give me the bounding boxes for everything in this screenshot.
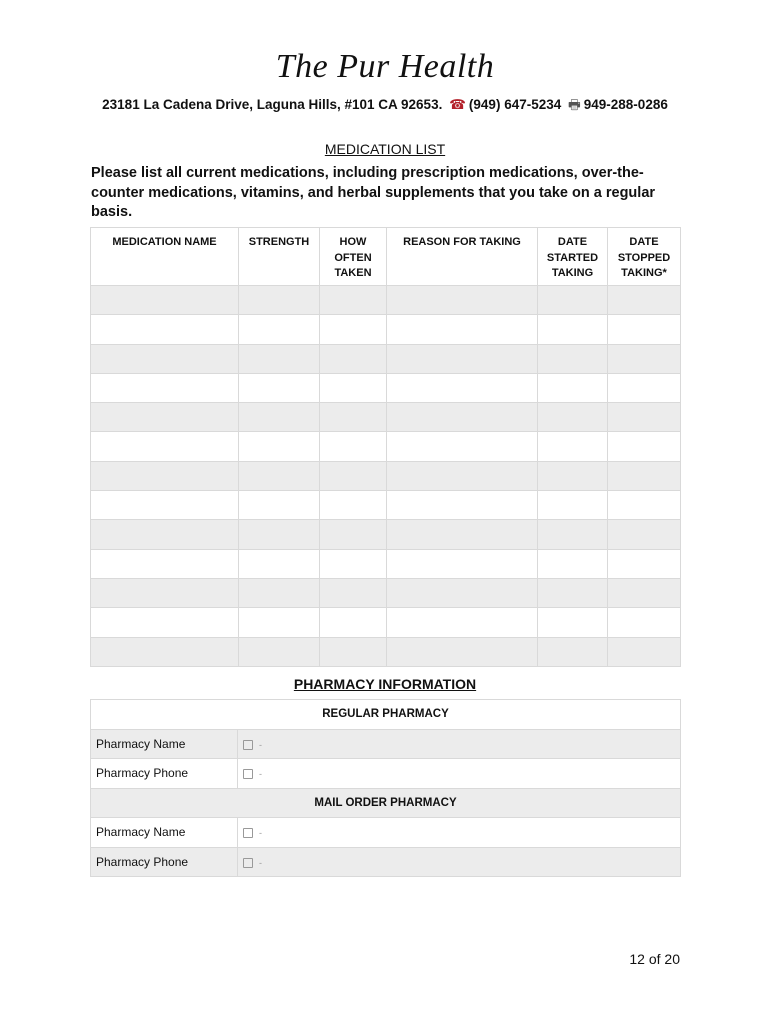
- entry-cell[interactable]: [320, 286, 387, 315]
- regular-pharmacy-name-field[interactable]: [238, 729, 681, 759]
- mail-pharmacy-name-row: [91, 818, 681, 848]
- entry-cell[interactable]: [608, 461, 681, 490]
- regular-pharmacy-phone-row: [91, 759, 681, 789]
- entry-cell[interactable]: [320, 403, 387, 432]
- mail-order-pharmacy-heading: MAIL ORDER PHARMACY: [91, 788, 681, 818]
- entry-cell[interactable]: [320, 608, 387, 637]
- entry-cell[interactable]: [239, 549, 320, 578]
- entry-cell[interactable]: [608, 578, 681, 607]
- medication-table-header: [91, 228, 681, 286]
- checkbox-icon[interactable]: [243, 828, 253, 838]
- entry-cell[interactable]: [387, 549, 538, 578]
- entry-cell[interactable]: [387, 344, 538, 373]
- entry-cell[interactable]: [387, 520, 538, 549]
- entry-cell[interactable]: [91, 373, 239, 402]
- field-marker: -: [259, 769, 262, 780]
- entry-cell[interactable]: [538, 637, 608, 666]
- pharmacy-phone-label: Pharmacy Phone: [91, 847, 238, 877]
- mail-order-pharmacy-heading-row: [91, 788, 681, 818]
- entry-cell[interactable]: [608, 608, 681, 637]
- entry-cell[interactable]: [320, 461, 387, 490]
- table-row: [91, 403, 681, 432]
- pharmacy-phone-label: Pharmacy Phone: [91, 759, 238, 789]
- entry-cell[interactable]: [239, 315, 320, 344]
- entry-cell[interactable]: [387, 578, 538, 607]
- instructions-text: Please list all current medications, including prescription medications, over-the-counter medications, vitamins, and herbal supplements that you take on a regular basis.: [91, 165, 656, 220]
- col-how-often: HOW OFTEN TAKEN: [320, 228, 387, 286]
- entry-cell[interactable]: [91, 520, 239, 549]
- entry-cell[interactable]: [239, 373, 320, 402]
- entry-cell[interactable]: [320, 637, 387, 666]
- entry-cell[interactable]: [239, 432, 320, 461]
- entry-cell[interactable]: [538, 403, 608, 432]
- entry-cell[interactable]: [387, 315, 538, 344]
- table-row: [91, 461, 681, 490]
- entry-cell[interactable]: [239, 578, 320, 607]
- field-marker: -: [259, 828, 262, 839]
- medication-table: [90, 227, 681, 667]
- table-row: [91, 373, 681, 402]
- brand-logo: The Pur Health: [275, 48, 495, 85]
- entry-cell[interactable]: [320, 491, 387, 520]
- entry-cell[interactable]: [91, 549, 239, 578]
- entry-cell[interactable]: [239, 286, 320, 315]
- entry-cell[interactable]: [239, 344, 320, 373]
- entry-cell[interactable]: [239, 637, 320, 666]
- entry-cell[interactable]: [387, 373, 538, 402]
- checkbox-icon[interactable]: [243, 769, 253, 779]
- telephone-icon: ☎: [449, 97, 466, 112]
- entry-cell[interactable]: [320, 520, 387, 549]
- col-date-stopped: DATE STOPPED TAKING*: [608, 228, 681, 286]
- table-row: [91, 286, 681, 315]
- table-row: [91, 637, 681, 666]
- entry-cell[interactable]: [538, 461, 608, 490]
- entry-cell[interactable]: [387, 286, 538, 315]
- entry-cell[interactable]: [608, 549, 681, 578]
- entry-cell[interactable]: [320, 315, 387, 344]
- entry-cell[interactable]: [91, 608, 239, 637]
- entry-cell[interactable]: [387, 491, 538, 520]
- entry-cell[interactable]: [91, 491, 239, 520]
- entry-cell[interactable]: [538, 286, 608, 315]
- entry-cell[interactable]: [538, 491, 608, 520]
- fax-number: 949-288-0286: [583, 97, 668, 112]
- entry-cell[interactable]: [608, 286, 681, 315]
- entry-cell[interactable]: [608, 403, 681, 432]
- entry-cell[interactable]: [91, 403, 239, 432]
- entry-cell[interactable]: [387, 608, 538, 637]
- entry-cell[interactable]: [538, 373, 608, 402]
- entry-cell[interactable]: [91, 461, 239, 490]
- table-row: [91, 491, 681, 520]
- entry-cell[interactable]: [387, 461, 538, 490]
- entry-cell[interactable]: [320, 344, 387, 373]
- entry-cell[interactable]: [538, 315, 608, 344]
- entry-cell[interactable]: [387, 637, 538, 666]
- entry-cell[interactable]: [91, 432, 239, 461]
- entry-cell[interactable]: [239, 491, 320, 520]
- checkbox-icon[interactable]: [243, 858, 253, 868]
- mail-pharmacy-phone-field[interactable]: [238, 847, 681, 877]
- entry-cell[interactable]: [608, 373, 681, 402]
- entry-cell[interactable]: [387, 432, 538, 461]
- entry-cell[interactable]: [91, 286, 239, 315]
- field-marker: -: [259, 739, 262, 750]
- entry-cell[interactable]: [239, 461, 320, 490]
- table-row: [91, 344, 681, 373]
- mail-pharmacy-phone-row: [91, 847, 681, 877]
- entry-cell[interactable]: [239, 608, 320, 637]
- page-number: 12 of 20: [629, 951, 680, 967]
- entry-cell[interactable]: [538, 432, 608, 461]
- entry-cell[interactable]: [91, 637, 239, 666]
- page-title: MEDICATION LIST: [324, 141, 446, 157]
- entry-cell[interactable]: [608, 315, 681, 344]
- pharmacy-name-label: Pharmacy Name: [91, 818, 238, 848]
- phone-number: (949) 647-5234: [468, 97, 562, 112]
- col-strength: STRENGTH: [239, 228, 320, 286]
- regular-pharmacy-phone-field[interactable]: [238, 759, 681, 789]
- address-line: [0, 95, 770, 118]
- mail-pharmacy-name-field[interactable]: [238, 818, 681, 848]
- regular-pharmacy-name-row: [91, 729, 681, 759]
- table-row: [91, 608, 681, 637]
- entry-cell[interactable]: [320, 373, 387, 402]
- col-date-started: DATE STARTED TAKING: [538, 228, 608, 286]
- entry-cell[interactable]: [239, 520, 320, 549]
- entry-cell[interactable]: [320, 549, 387, 578]
- entry-cell[interactable]: [538, 344, 608, 373]
- entry-cell[interactable]: [538, 520, 608, 549]
- entry-cell[interactable]: [320, 432, 387, 461]
- col-medication-name: MEDICATION NAME: [91, 228, 239, 286]
- entry-cell[interactable]: [608, 520, 681, 549]
- table-row: [91, 549, 681, 578]
- table-row: [91, 315, 681, 344]
- entry-cell[interactable]: [91, 315, 239, 344]
- fax-icon: 🖶: [568, 97, 581, 112]
- regular-pharmacy-heading: REGULAR PHARMACY: [91, 700, 681, 730]
- entry-cell[interactable]: [320, 578, 387, 607]
- checkbox-icon[interactable]: [243, 740, 253, 750]
- entry-cell[interactable]: [608, 637, 681, 666]
- entry-cell[interactable]: [538, 578, 608, 607]
- entry-cell[interactable]: [239, 403, 320, 432]
- entry-cell[interactable]: [608, 491, 681, 520]
- entry-cell[interactable]: [608, 344, 681, 373]
- entry-cell[interactable]: [608, 432, 681, 461]
- col-reason: REASON FOR TAKING: [387, 228, 538, 286]
- table-row: [91, 520, 681, 549]
- pharmacy-title: PHARMACY INFORMATION: [293, 676, 477, 692]
- regular-pharmacy-heading-row: [91, 700, 681, 730]
- entry-cell[interactable]: [387, 403, 538, 432]
- table-row: [91, 578, 681, 607]
- address-text: 23181 La Cadena Drive, Laguna Hills, #101 CA 92653.: [102, 97, 443, 112]
- pharmacy-table: [90, 699, 681, 877]
- field-marker: -: [259, 857, 262, 868]
- entry-cell[interactable]: [538, 549, 608, 578]
- entry-cell[interactable]: [91, 578, 239, 607]
- table-row: [91, 432, 681, 461]
- pharmacy-name-label: Pharmacy Name: [91, 729, 238, 759]
- entry-cell[interactable]: [91, 344, 239, 373]
- entry-cell[interactable]: [538, 608, 608, 637]
